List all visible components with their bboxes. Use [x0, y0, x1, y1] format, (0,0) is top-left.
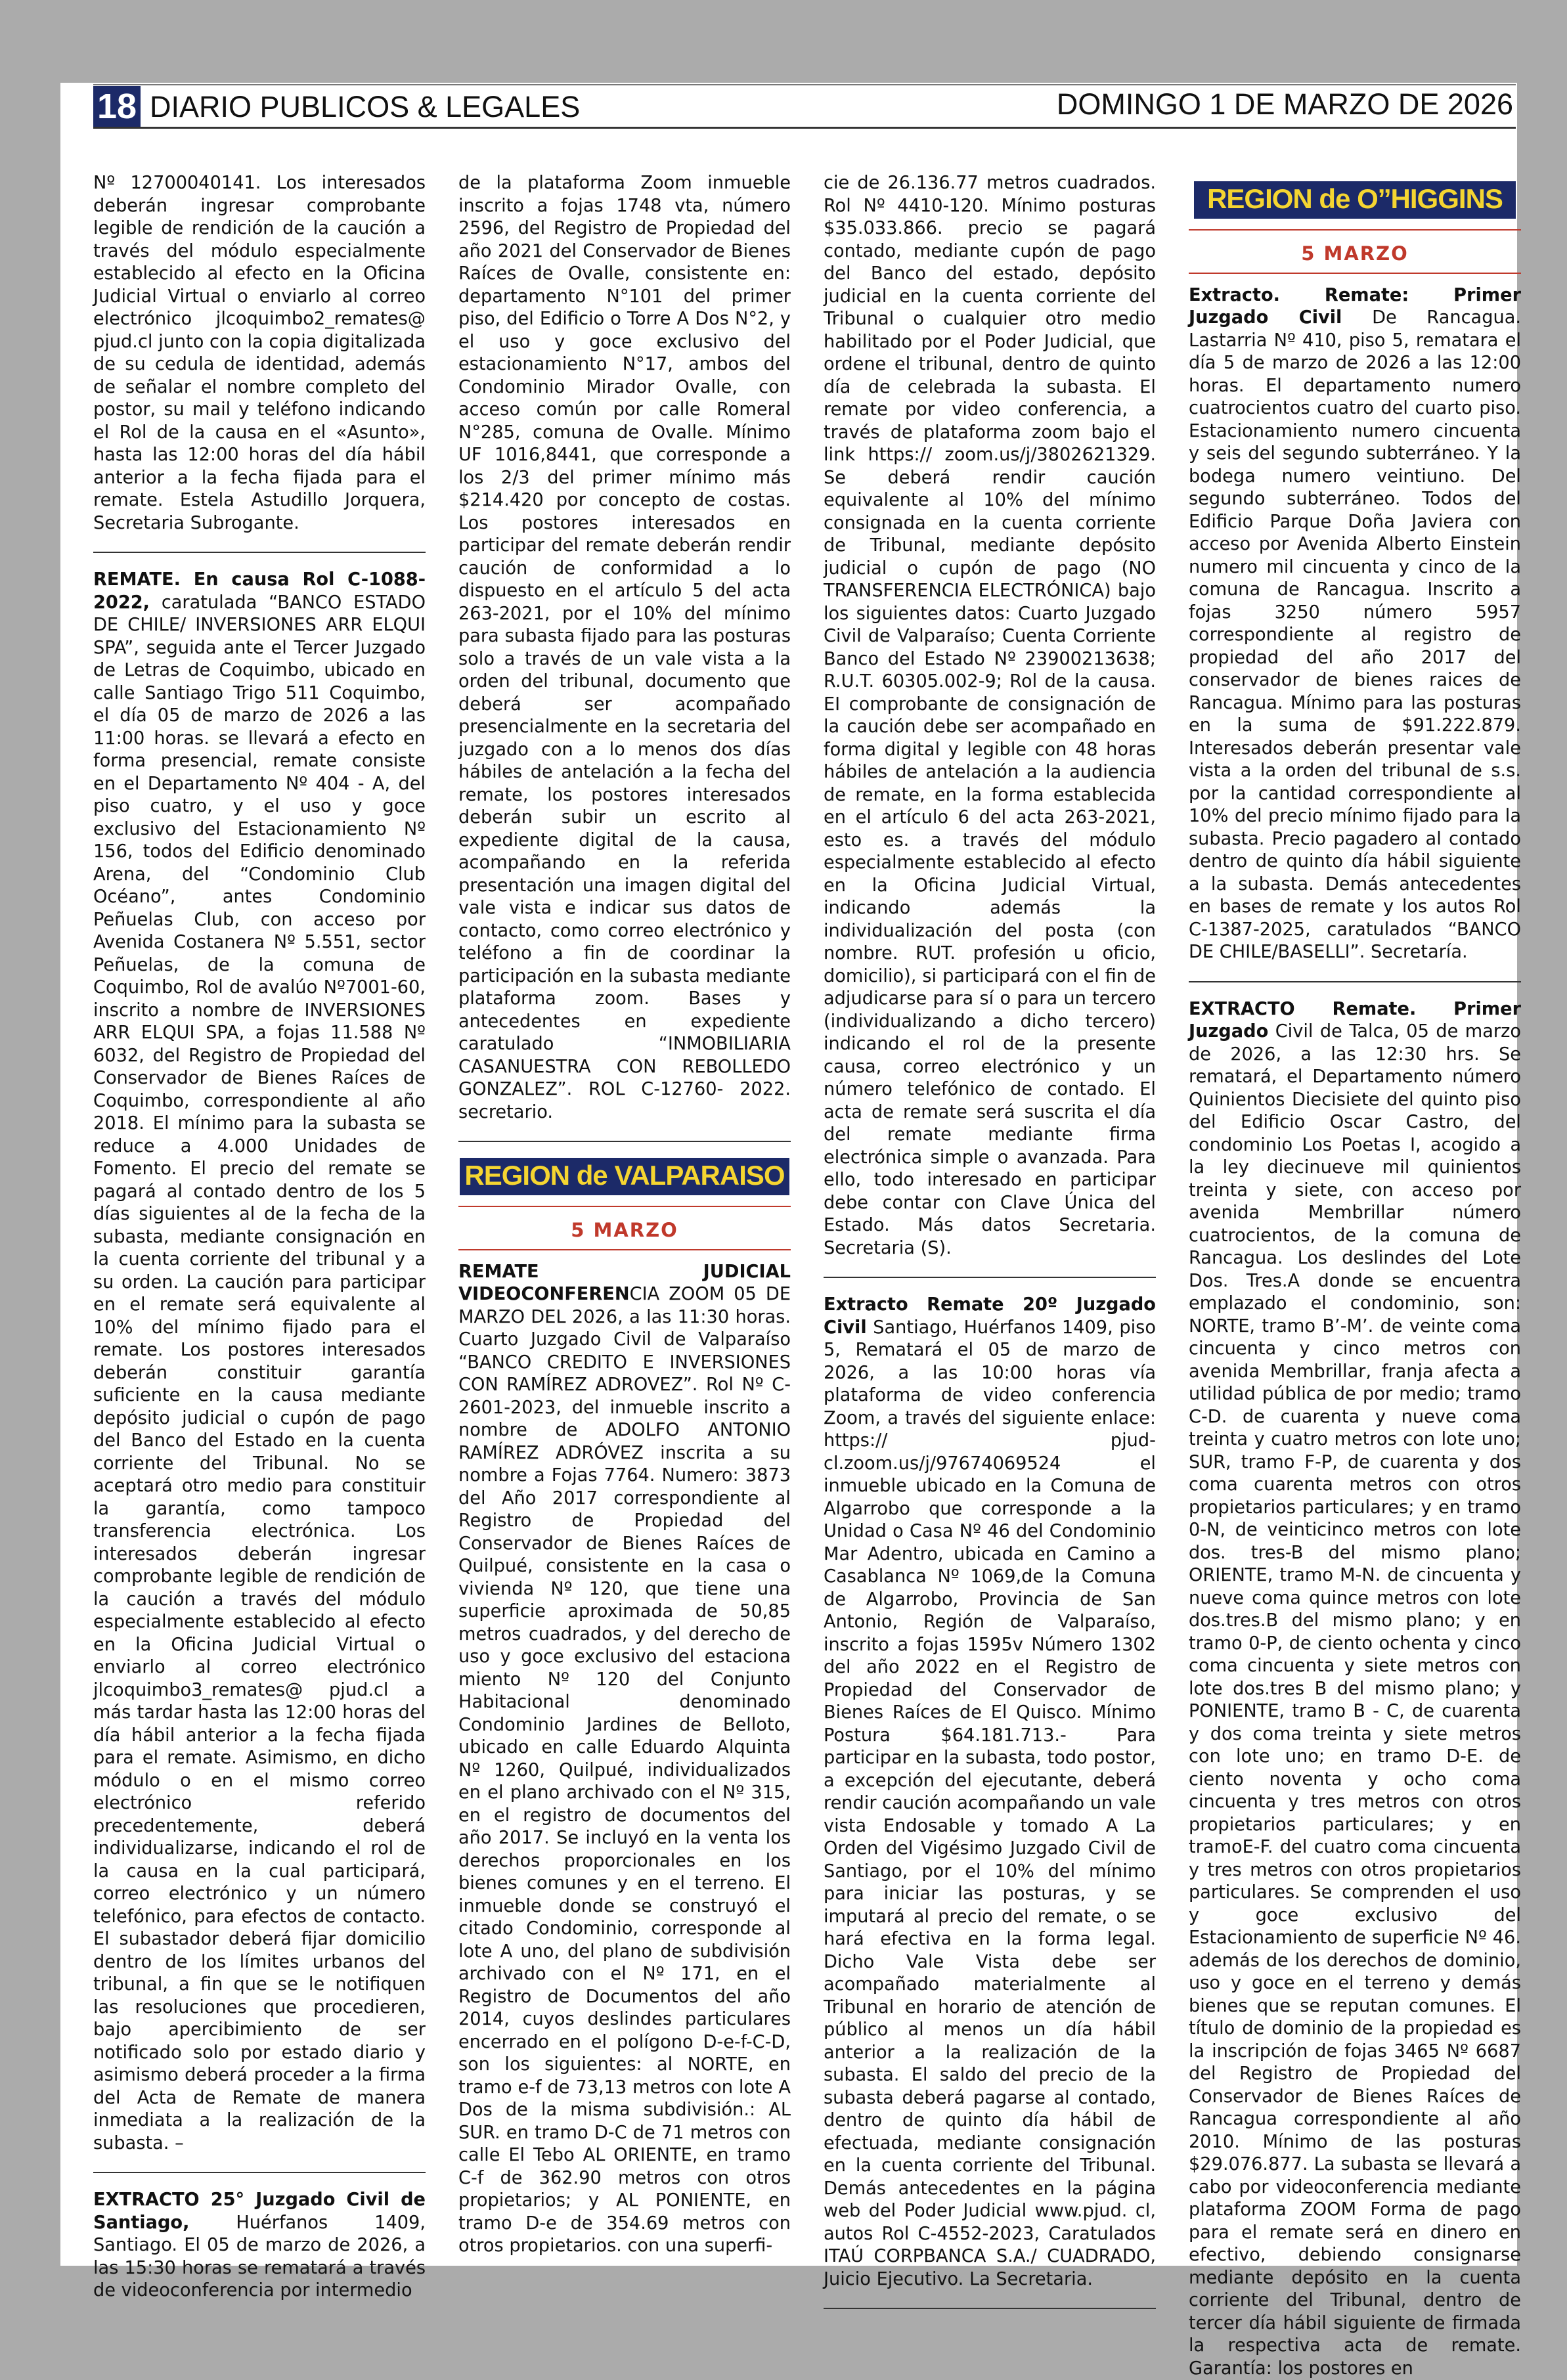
notice-divider — [824, 1277, 1156, 1278]
notice-divider — [458, 1141, 791, 1142]
notice-heading: Extracto. Remate: Primer Juzgado Civil — [1189, 285, 1521, 328]
notice-text — [824, 1294, 1156, 2291]
notice-text: de la plataforma Zoom inmueble inscrito a fojas 1748 vta, número 2596, del Registro de Propiedad del año 2021 del Conservador de Bienes Raíces de Ovalle, consistente en: departamento N°101 del primer piso, del Edificio o Torre A Dos N°2, y el uso y goce exclusivo del estacionamiento N°17, ambos del Condominio Mirador Ovalle, con acceso común por calle Romeral N°285, comuna de Ovalle. Mínimo UF 1016,8441, que corresponde a los 2/3 del primer mínimo más $214.420 por concepto de costas. Los postores interesados en participar del remate deberán rendir caución de conformidad a lo dispuesto en el artículo 5 del acta 263-2021, por el 10% del mínimo para subasta fijado para las posturas solo a través de un vale vista a la orden del tribunal, documento que deberá ser acompañado presencialmente en la secretaria del juzgado con a lo menos dos días hábiles de antelación a la fecha del remate, los postores interesados deberán subir un escrito al expediente digital de la causa, acompañando en la referida presentación una imagen digital del vale vista e indicar sus datos de contacto, como correo electrónico y teléfono a fin de coordinar la participación en la subasta mediante plataforma zoom. Bases y antecedentes en expediente caratulado “INMOBILIARIA CASANUESTRA CON REBOLLEDO GONZALEZ”. ROL C-12760- 2022. secretario. — [458, 172, 791, 1124]
spacer — [1189, 219, 1521, 229]
notice-text — [1189, 284, 1521, 964]
notice-body: Huérfanos 1409, Santiago. El 05 de marzo de 2026, a las 15:30 horas se rematará a través de videoconferencia por intermedio — [93, 2213, 426, 2301]
notice-body: De Rancagua. Lastarria Nº 410, piso 5, rematara el día 5 de marzo de 2026 a las 12:00 horas. El departamento numero cuatrocientos cuatro del cuarto piso. Estacionamiento numero cincuenta y seis del segundo subterráneo. Y la bodega numero veintiuno. Del segundo subterráneo. Todos del Edificio Parque Doña Javiera con acceso por Avenida Alberto Einstein numero mil cincuenta y cinco de la comuna de Rancagua. Inscrito a fojas 3250 número 5957 correspondiente al registro de propiedad del año 2017 del conservador de bienes raices de Rancagua. Mínimo para las posturas en la suma de $91.222.879. Interesados deberán presentar vale vista a la orden del tribunal de s.s. por la cantidad correspondiente al 10% del precio mínimo fijado para la subasta. Precio pagadero al contado dentro de quinto día hábil siguiente a la subasta. Demás antecedentes en bases de remate y los autos Rol C-1387-2025, caratulados “BANCO DE CHILE/BASELLI”. Secretaría. — [1189, 307, 1521, 962]
spacer — [458, 1195, 791, 1206]
column-2 — [458, 172, 791, 2258]
notice-body: CIA ZOOM 05 DE MARZO DEL 2026, a las 11:30 horas. Cuarto Juzgado Civil de Valparaíso “BANCO CREDITO E INVERSIONES CON RAMÍREZ ADROVEZ”. Rol Nº C-2601-2023, del inmueble inscrito a nombre de ADOLFO ANTONIO RAMÍREZ ADRÓVEZ inscrita a su nombre a Fojas 7764. Numero: 3873 del Año 2017 correspondiente al Registro de Propiedad del Conservador de Bienes Raíces de Quilpué, consistente en la casa o vivienda Nº 120, que tiene una superficie aproximada de 50,85 metros cuadrados, y del derecho de uso y goce exclusivo del estaciona miento Nº 120 del Conjunto Habitacional denominado Condominio Jardines de Belloto, ubicado en calle Eduardo Alquinta Nº 1260, Quilpué, individualizados en el plano archivado con el Nº 315, en el registro de documentos del año 2017. Se incluyó en la venta los derechos proporcionales en los bienes comunes y en el terreno. El inmueble donde se construyó el citado Condominio, corresponde al lote A uno, del plano de subdivisión archivado con el Nº 171, en el Registro de Documentos del año 2014, cuyos deslindes particulares encerrado en el polígono D-e-f-C-D, son los siguientes: al NORTE, en tramo e-f de 73,13 metros con lote A Dos de la misma subdivisión.: AL SUR. en tramo D-C de 71 metros con calle El Tebo AL ORIENTE, en tramo C-f de 362.90 metros con otros propietarios; y AL PONIENTE, en tramo D-e de 354.69 metros con otros propietarios. con una superfi- — [458, 1284, 791, 2256]
notice-heading: REMATE. En causa Rol C-1088-2022, — [93, 569, 426, 613]
page-number: 18 — [93, 86, 141, 127]
notice-body: Santiago, Huérfanos 1409, piso 5, Rematará el 05 de marzo de 2026, a las 10:00 horas vía plataforma de video conferencia Zoom, a través del siguiente enlace: https:// pjud-cl.zoom.us/j/97674069524 el inmueble ubicado en la Comuna de Algarrobo que corresponde a la Unidad o Casa Nº 46 del Condominio Mar Adentro, ubicada en Camino a Casablanca Nº 1069,de la Comuna de Algarrobo, Provincia de San Antonio, Región de Valparaíso, inscrito a fojas 1595v Número 1302 del año 2022 en el Registro de Propiedad del Conservador de Bienes Raíces de El Quisco. Mínimo Postura $64.181.713.- Para participar en la subasta, todo postor, a excepción del ejecutante, deberá rendir caución acompañando un vale vista Endosable y tomado A La Orden del Vigésimo Juzgado Civil de Santiago, por el 10% del mínimo para iniciar las posturas, y se imputará al precio del remate, o se hará efectiva en la forma legal. Dicho Vale Vista debe ser acompañado materialmente al Tribunal en horario de atención de público al menos un día hábil anterior a la realización de la subasta. El saldo del precio de la subasta deberá pagarse al contado, dentro de quinto día hábil de efectuada, mediante consignación en la cuenta corriente del Tribunal. Demás antecedentes en la página web del Poder Judicial www.pjud. cl, autos Rol C-4552-2023, Caratulados ITAÚ CORPBANCA S.A./ CUADRADO, Juicio Ejecutivo. La Secretaria. — [824, 1317, 1156, 2289]
notice-text — [1189, 998, 1521, 2380]
header-rule — [93, 127, 1516, 129]
spacer — [458, 1250, 791, 1261]
publication-name: DIARIO PUBLICOS & LEGALES — [150, 89, 580, 125]
notice-body: caratulada “BANCO ESTADO DE CHILE/ INVERSIONES ARR ELQUI SPA”, seguida ante el Tercer Juzgado de Letras de Coquimbo, ubicado en calle Santiago Trigo 511 Coquimbo, el día 05 de marzo de 2026 a las 11:00 horas. se llevará a efecto en forma presencial, remate consiste en el Departamento Nº 404 - A, del piso cuatro, y el uso y goce exclusivo del Estacionamiento Nº 156, todos del Edificio denominado Arena, del “Condominio Club Océano”, antes Condominio Peñuelas Club, con acceso por Avenida Costanera Nº 5.551, sector Peñuelas, de la comuna de Coquimbo, Rol de avalúo Nº7001-60, inscrito a nombre de INVERSIONES ARR ELQUI SPA, a fojas 11.588 Nº 6032, del Registro de Propiedad del Conservador de Bienes Raíces de Coquimbo, correspondiente al año 2018. El mínimo para la subasta se reduce a 4.000 Unidades de Fomento. El precio del remate se pagará al contado dentro de los 5 días siguientes al de la fecha de la subasta, mediante consignación en la cuenta corriente del tribunal y a su orden. La caución para participar en el remate será equivalente al 10% del mínimo fijado para el remate. Los postores interesados deberán constituir garantía suficiente en la causa mediante depósito judicial o cupón de pago del Banco del Estado en la cuenta corriente del Tribunal. No se aceptará otro medio para constituir la garantía, como tampoco transferencia electrónica. Los interesados deberán ingresar comprobante legible de rendición de la caución a través del módulo especialmente establecido al efecto en la Oficina Judicial Virtual o enviarlo al correo electrónico jlcoquimbo3_remates@ pjud.cl a más tardar hasta las 12:00 horas del día hábil anterior a la fecha fijada para el remate. Asimismo, en dicho módulo o en el mismo correo electrónico referido precedentemente, deberá individualizarse, indicando el rol de la causa en la cual participará, correo electrónico y un número telefónico, para efectos de contacto. El subastador deberá fijar domicilio dentro de los límites urbanos del tribunal, a fin que se le notifiquen las resoluciones que procedieren, bajo apercibimiento de ser notificado solo por estado diario y asimismo deberá proceder a la firma del Acta de Remate de manera inmediata a la realización de la subasta. – — [93, 592, 426, 2153]
section-date-box — [458, 1206, 791, 1250]
notice-heading: EXTRACTO Remate. Primer Juzgado — [1189, 999, 1521, 1042]
section-date-box — [1189, 229, 1521, 274]
notice-divider — [93, 552, 426, 553]
region-banner-valparaiso: REGION de VALPARAISO — [460, 1158, 789, 1195]
notice-body: Civil de Talca, 05 de marzo de 2026, a las 12:30 hrs. Se rematará, el Departamento número Quinientos Diecisiete del quinto piso del Edificio Oscar Castro, del condominio Los Poetas I, acogido a la ley diecinueve mil quinientos treinta y siete, con acceso por avenida Membrillar número cuatrocientos, de la comuna de Rancagua. Los deslindes del Lote Dos. Tres.A donde se encuentra emplazado el condominio, son: NORTE, tramo B’-M’. de veinte coma cincuenta y cinco metros con avenida Membrillar, franja afecta a utilidad pública de por medio; tramo C-D. de cuarenta y nueve coma treinta y cuatro metros con lote uno; SUR, tramo F-P, de cuarenta y dos coma cuarenta metros con otros propietarios particulares; y en tramo 0-N, de veinticinco metros con lote dos. tres-B del mismo plano; ORIENTE, tramo M-N. de cincuenta y nueve coma quince metros con lote dos.tres.B del mismo plano; y en tramo 0-P, de ciento ochenta y cinco coma cincuenta y siete metros con lote dos.tres B del mismo plano; y PONIENTE, tramo B - C, de cuarenta y dos coma treinta y siete metros con lote uno; en tramo D-E. de ciento noventa y ocho coma cincuenta y tres metros con otros propietarios particulares; y en tramoE-F. del cuatro coma cincuenta y tres metros con otros propietarios particulares. Se comprenden el uso y goce exclusivo del Estacionamiento de superficie Nº 46. además de los derechos de dominio, uso y goce en el terreno y demás bienes que se reputan comunes. El título de dominio de la propiedad es la inscripción de fojas 3465 Nº 6687 del Registro de Propiedad del Conservador de Bienes Raíces de Rancagua correspondiente al año 2010. Mínimo de las posturas $29.076.877. La subasta se llevará a cabo por videoconferencia mediante plataforma ZOOM Forma de pago para el remate será en dinero en efectivo, debiendo consignarse mediante depósito en la cuenta corriente del Tribunal, dentro de tercer día hábil siguiente de firmada la respectiva acta de remate. Garantía: los postores en — [1189, 1021, 1521, 2379]
notice-divider — [1189, 981, 1521, 982]
column-1 — [93, 172, 426, 2303]
column-4 — [1189, 172, 1521, 2380]
notice-text — [93, 2189, 426, 2303]
notice-heading: REMATE JUDICIAL VIDEOCONFEREN — [458, 1262, 791, 1305]
publication-date: DOMINGO 1 DE MARZO DE 2026 — [1057, 86, 1513, 123]
notice-text — [93, 569, 426, 2155]
column-3 — [824, 172, 1156, 2325]
header-top-rule — [93, 84, 1516, 85]
section-date: 5 MARZO — [1189, 242, 1521, 265]
notice-text — [458, 1261, 791, 2258]
notice-heading: Extracto Remate 20º Juzgado Civil — [824, 1294, 1156, 1338]
notice-divider — [824, 2308, 1156, 2309]
notice-heading: EXTRACTO 25° Juzgado Civil de Santiago, — [93, 2190, 426, 2233]
section-date: 5 MARZO — [458, 1219, 791, 1241]
region-banner-ohiggins: REGION de O’’HIGGINS — [1194, 181, 1516, 219]
notice-text: cie de 26.136.77 metros cuadrados. Rol Nº 4410-120. Mínimo posturas $35.033.866. precio se pagará contado, mediante cupón de pago del Banco del estado, depósito judicial en la cuenta corriente del Tribunal o cualquier otro medio habilitado por el Poder Judicial, que ordene el tribunal, dentro de quinto día de celebrada la subasta. El remate por video conferencia, a través de plataforma zoom bajo el link https:// zoom.us/j/3802621329. Se deberá rendir caución equivalente al 10% del mínimo consignada en la cuenta corriente de Tribunal, mediante depósito judicial o cupón de pago (NO TRANSFERENCIA ELECTRÓNICA) bajo los siguientes datos: Cuarto Juzgado Civil de Valparaíso; Cuenta Corriente Banco del Estado Nº 23900213638; R.U.T. 60305.002-9; Rol de la causa. EI comprobante de consignación de la caución debe ser acompañado en forma digital y legible con 48 horas hábiles de antelación a la audiencia de remate, en la forma establecida en el artículo 6 del acta 263-2021, esto es. a través del módulo especialmente establecido al efecto en la Oficina Judicial Virtual, indicando además la individualización del posta (con nombre. RUT. profesión u oficio, domicilio), si participará con el fin de adjudicarse para sí o para un tercero (individualizando a dicho tercero) indicando el rol de la presente causa, correo electrónico y un número telefónico de contado. El acta de remate será suscrita el día del remate mediante firma electrónica simple o avanzada. Para ello, todo interesado en participar debe contar con Clave Única del Estado. Más datos Secretaria. Secretaria (S). — [824, 172, 1156, 1260]
notice-text: Nº 12700040141. Los interesados deberán ingresar comprobante legible de rendición de la caución a través del módulo especialmente establecido al efecto en la Oficina Judicial Virtual o enviarlo al correo electrónico jlcoquimbo2_remates@ pjud.cl junto con la copia digitalizada de su cedula de identidad, además de señalar el nombre completo del postor, su mail y teléfono indicando el Rol de la causa en el «Asunto», hasta las 12:00 horas del día hábil anterior a la fecha fijada para el remate. Estela Astudillo Jorquera, Secretaria Subrogante. — [93, 172, 426, 535]
spacer — [1189, 274, 1521, 284]
notice-divider — [93, 2172, 426, 2173]
